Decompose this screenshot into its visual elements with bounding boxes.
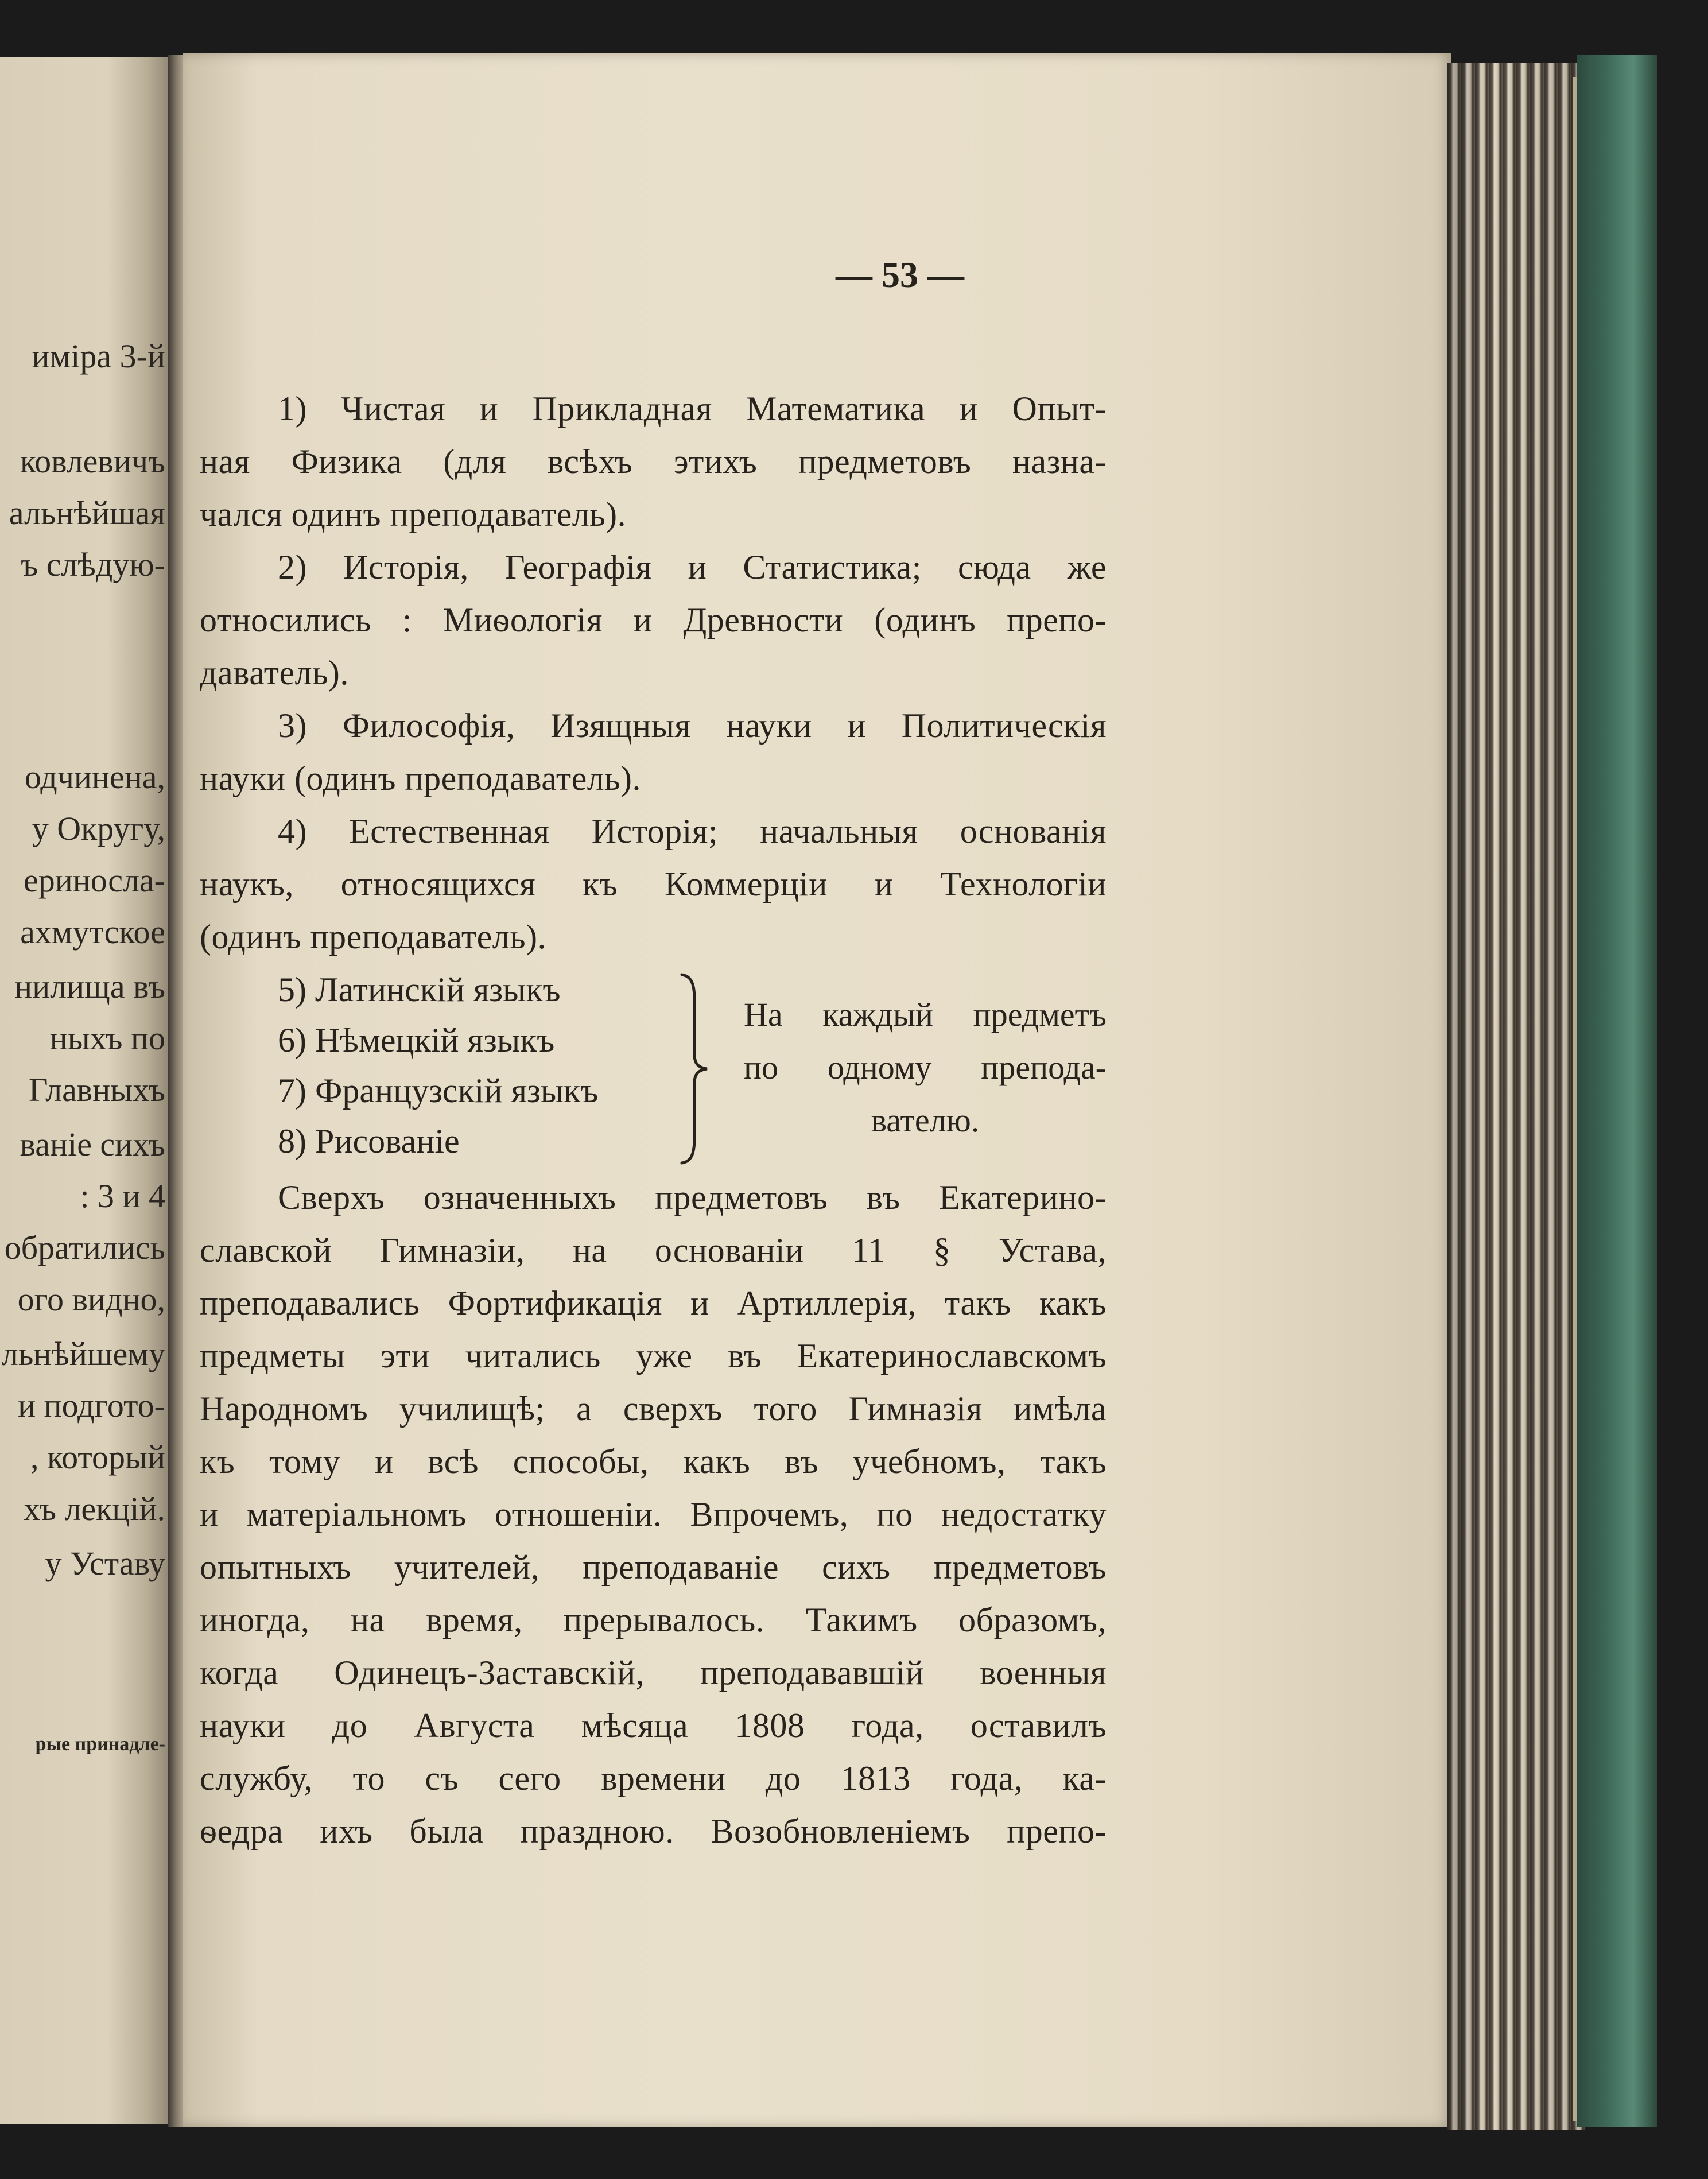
text-line: 2) Исторія, Географія и Статистика; сюда же bbox=[278, 548, 1107, 586]
left-line: альнѣйшая bbox=[9, 494, 165, 532]
text-line: ѳедра ихъ была праздною. Возобновленіемъ препо- bbox=[200, 1812, 1107, 1850]
left-line: хъ лекцій. bbox=[24, 1490, 165, 1527]
text-line: преподавались Фортификація и Артиллерія, такъ какъ bbox=[200, 1284, 1107, 1322]
text-line: когда Одинецъ-Заставскій, преподававшій военныя bbox=[200, 1654, 1107, 1692]
text-line: ная Физика (для всѣхъ этихъ предметовъ назна- bbox=[200, 443, 1107, 480]
left-line: ваніе сихъ bbox=[20, 1126, 165, 1163]
left-line: ковлевичъ bbox=[20, 443, 165, 480]
left-line: иміра 3-й bbox=[32, 338, 165, 375]
brace-note-line: На каждый предметъ bbox=[744, 996, 1107, 1033]
text-line: предметы эти читались уже въ Екатеринославскомъ bbox=[200, 1337, 1107, 1375]
list-item: 8) Рисованіе bbox=[278, 1122, 460, 1160]
text-line: науки (одинъ преподаватель). bbox=[200, 759, 642, 797]
left-line: ъ слѣдую- bbox=[21, 546, 165, 583]
left-line: нилища въ bbox=[14, 968, 165, 1005]
list-item: 7) Французскій языкъ bbox=[278, 1072, 599, 1110]
left-line: льнѣйшему bbox=[1, 1335, 165, 1372]
text-line: относились : Миѳологія и Древности (одинъ препо- bbox=[200, 601, 1107, 639]
left-line: ого видно, bbox=[17, 1281, 165, 1318]
list-item: 6) Нѣмецкій языкъ bbox=[278, 1021, 555, 1059]
text-line: 1) Чистая и Прикладная Математика и Опыт- bbox=[278, 390, 1107, 428]
text-line: славской Гимназіи, на основаніи 11 § Устава, bbox=[200, 1231, 1107, 1269]
left-line: ныхъ по bbox=[49, 1019, 165, 1057]
left-line: одчинена, bbox=[24, 758, 165, 796]
left-line: у Уставу bbox=[45, 1545, 165, 1582]
left-line: Главныхъ bbox=[28, 1071, 165, 1108]
page bbox=[183, 53, 1451, 2127]
text-line: науки до Августа мѣсяца 1808 года, оставилъ bbox=[200, 1707, 1107, 1744]
text-line: къ тому и всѣ способы, какъ въ учебномъ, такъ bbox=[200, 1443, 1107, 1480]
curly-brace bbox=[677, 971, 712, 1166]
list-item: 5) Латинскій языкъ bbox=[278, 971, 561, 1009]
text-line: Народномъ училищѣ; а сверхъ того Гимназія имѣла bbox=[200, 1390, 1107, 1428]
left-line: : 3 и 4 bbox=[80, 1177, 165, 1215]
text-line: службу, то съ сего времени до 1813 года, ка- bbox=[200, 1759, 1107, 1797]
left-line: у Округу, bbox=[32, 810, 165, 847]
left-line: , который bbox=[30, 1439, 165, 1476]
left-line: ериносла- bbox=[23, 862, 165, 899]
book-cover bbox=[1577, 55, 1657, 2127]
page-text bbox=[183, 53, 1451, 2127]
brace-note-line: вателю. bbox=[871, 1102, 980, 1139]
text-line: Сверхъ означенныхъ предметовъ въ Екатерино- bbox=[278, 1178, 1107, 1216]
left-page-fragment bbox=[0, 57, 172, 2124]
text-line: наукъ, относящихся къ Коммерціи и Технологіи bbox=[200, 865, 1107, 903]
text-line: даватель). bbox=[200, 654, 349, 692]
text-line: 4) Естественная Исторія; начальныя основанія bbox=[278, 812, 1107, 850]
page-number: — 53 — bbox=[836, 254, 964, 295]
text-line: и матеріальномъ отношеніи. Впрочемъ, по недостатку bbox=[200, 1495, 1107, 1533]
text-line: опытныхъ учителей, преподаваніе сихъ предметовъ bbox=[200, 1548, 1107, 1586]
left-footnote: рые принадле- bbox=[35, 1734, 165, 1755]
brace-note-line: по одному препода- bbox=[744, 1049, 1107, 1086]
left-line: ахмутское bbox=[20, 913, 165, 951]
text-line: чался одинъ преподаватель). bbox=[200, 495, 627, 533]
text-line: 3) Философія, Изящныя науки и Политическія bbox=[278, 707, 1107, 745]
left-line: и подгото- bbox=[18, 1387, 165, 1424]
text-line: иногда, на время, прерывалось. Такимъ образомъ, bbox=[200, 1601, 1107, 1639]
page-edges bbox=[1447, 63, 1585, 2130]
text-line: (одинъ преподаватель). bbox=[200, 918, 547, 956]
left-line: обратились bbox=[4, 1229, 165, 1266]
